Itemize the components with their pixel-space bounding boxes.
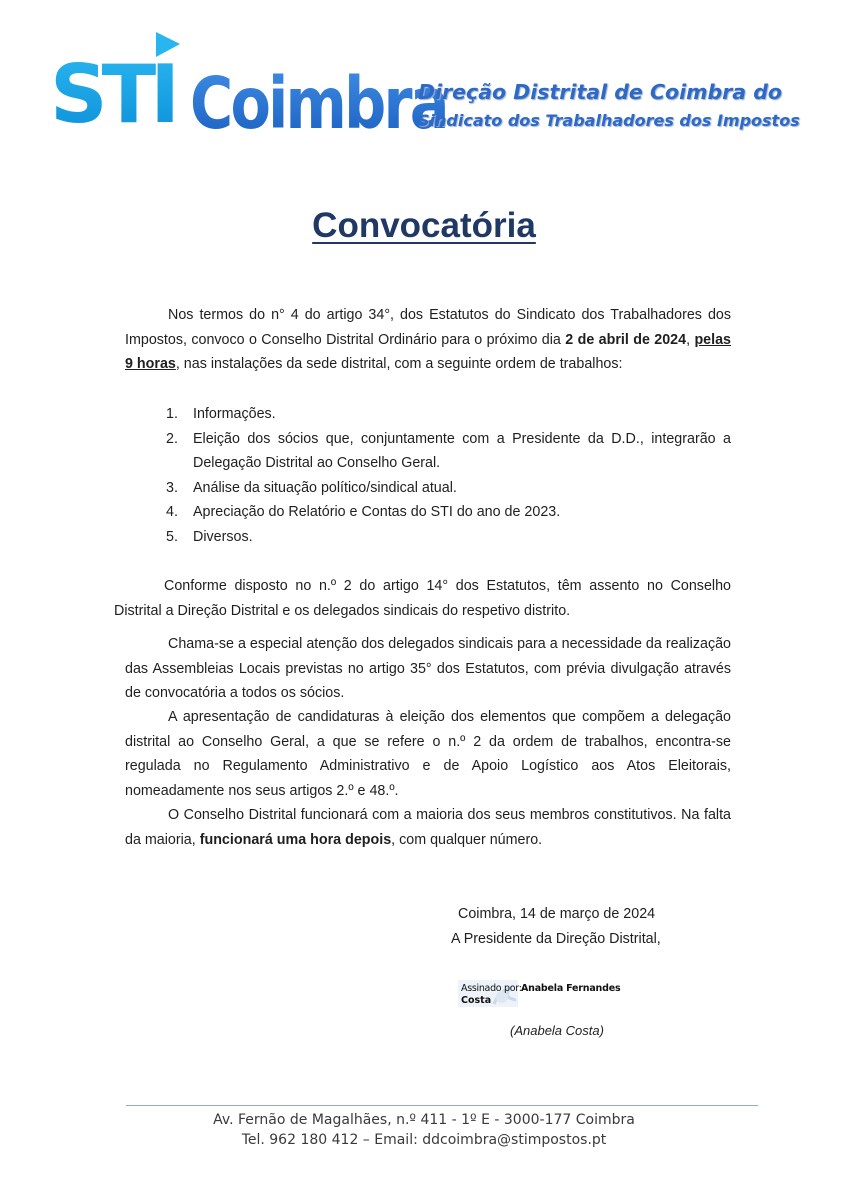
agenda-item-text: Eleição dos sócios que, conjuntamente com a Presidente da D.D., integrarão a Delegação Distrital ao Conselho Geral. [193, 430, 731, 471]
intro-text-1: Nos termos do n° 4 do artigo 34°, dos Estatutos do Sindicato dos Trabalhadores dos Impostos, convoco o Conselho Distrital Ordinário para o próximo dia [125, 307, 731, 348]
paragraph-candidacies: A apresentação de candidaturas à eleição dos elementos que compõem a delegação distrital ao Conselho Geral, a que se refere o n.º 2 da ordem de trabalhos, encontra-se regulada no Regulamento Administrativo e de Apoio Logístico aos Atos Eleitorais, nomeadamente nos seus artigos 2.º e 48.º. [125, 709, 731, 799]
quorum-text-1: O Conselho Distrital funcionará com a maioria dos seus membros constitutivos. Na falta da maioria, [125, 807, 731, 848]
intro-comma: , [686, 331, 695, 348]
meeting-date: 2 de abril de 2024 [565, 331, 687, 348]
header-line-2: Sindicato dos Trabalhadores dos Impostos [418, 111, 800, 130]
agenda-item [166, 476, 731, 501]
agenda-list [166, 402, 731, 549]
agenda-item-text: Análise da situação político/sindical atual. [193, 479, 457, 496]
paragraph-seats: Conforme disposto no n.º 2 do artigo 14° dos Estatutos, têm assento no Conselho Distrital a Direção Distrital e os delegados sindicais do respetivo distrito. [114, 578, 731, 619]
intro-paragraph [125, 303, 731, 377]
agenda-item [166, 427, 731, 476]
signature-name-line2: Costa [461, 995, 492, 1006]
sti-coimbra-logo [48, 30, 447, 146]
paragraph-quorum [125, 803, 731, 852]
intro-text-2: , nas instalações da sede distrital, com a seguinte ordem de trabalhos: [175, 356, 623, 372]
document-title: Convocatória [312, 206, 536, 245]
quorum-bold: funcionará uma hora depois [199, 831, 392, 848]
agenda-item [166, 402, 731, 427]
agenda-item-text: Informações. [193, 406, 276, 422]
agenda-item-number: 5. [166, 528, 178, 545]
footer-contact: Tel. 962 180 412 – Email: ddcoimbra@stimpostos.pt [241, 1132, 607, 1148]
header-line-1: Direção Distrital de Coimbra do [418, 80, 782, 104]
meeting-time: pelas 9 horas [125, 331, 731, 372]
agenda-item-number: 2. [166, 430, 178, 447]
svg-text:Coimbra: Coimbra [190, 62, 447, 146]
digital-signature [458, 980, 621, 1008]
agenda-item [166, 525, 731, 550]
quorum-text-2: , com qualquer número. [391, 831, 543, 848]
agenda-item-text: Diversos. [193, 528, 253, 545]
signatory-role: A Presidente da Direção Distrital, [451, 931, 661, 947]
agenda-item [166, 500, 731, 525]
signature-name-line1: Anabela Fernandes [521, 983, 621, 994]
place-date: Coimbra, 14 de março de 2024 [458, 906, 656, 922]
paragraph-assemblies: Chama-se a especial atenção dos delegados sindicais para a necessidade da realização das Assembleias Locais previstas no artigo 35° dos Estatutos, com prévia divulgação através de convocatória a todos os sócios. [125, 636, 731, 701]
agenda-item-number: 1. [166, 406, 178, 422]
printed-name: (Anabela Costa) [510, 1023, 604, 1038]
agenda-item-text: Apreciação do Relatório e Contas do STI do ano de 2023. [193, 504, 561, 520]
footer-address: Av. Fernão de Magalhães, n.º 411 - 1º E - 3000-177 Coimbra [213, 1112, 635, 1128]
signature-label: Assinado por: [461, 983, 522, 994]
agenda-item-number: 4. [166, 504, 178, 520]
footer-divider [126, 1105, 758, 1106]
agenda-item-number: 3. [166, 479, 178, 496]
svg-text:STI: STI [50, 48, 174, 141]
